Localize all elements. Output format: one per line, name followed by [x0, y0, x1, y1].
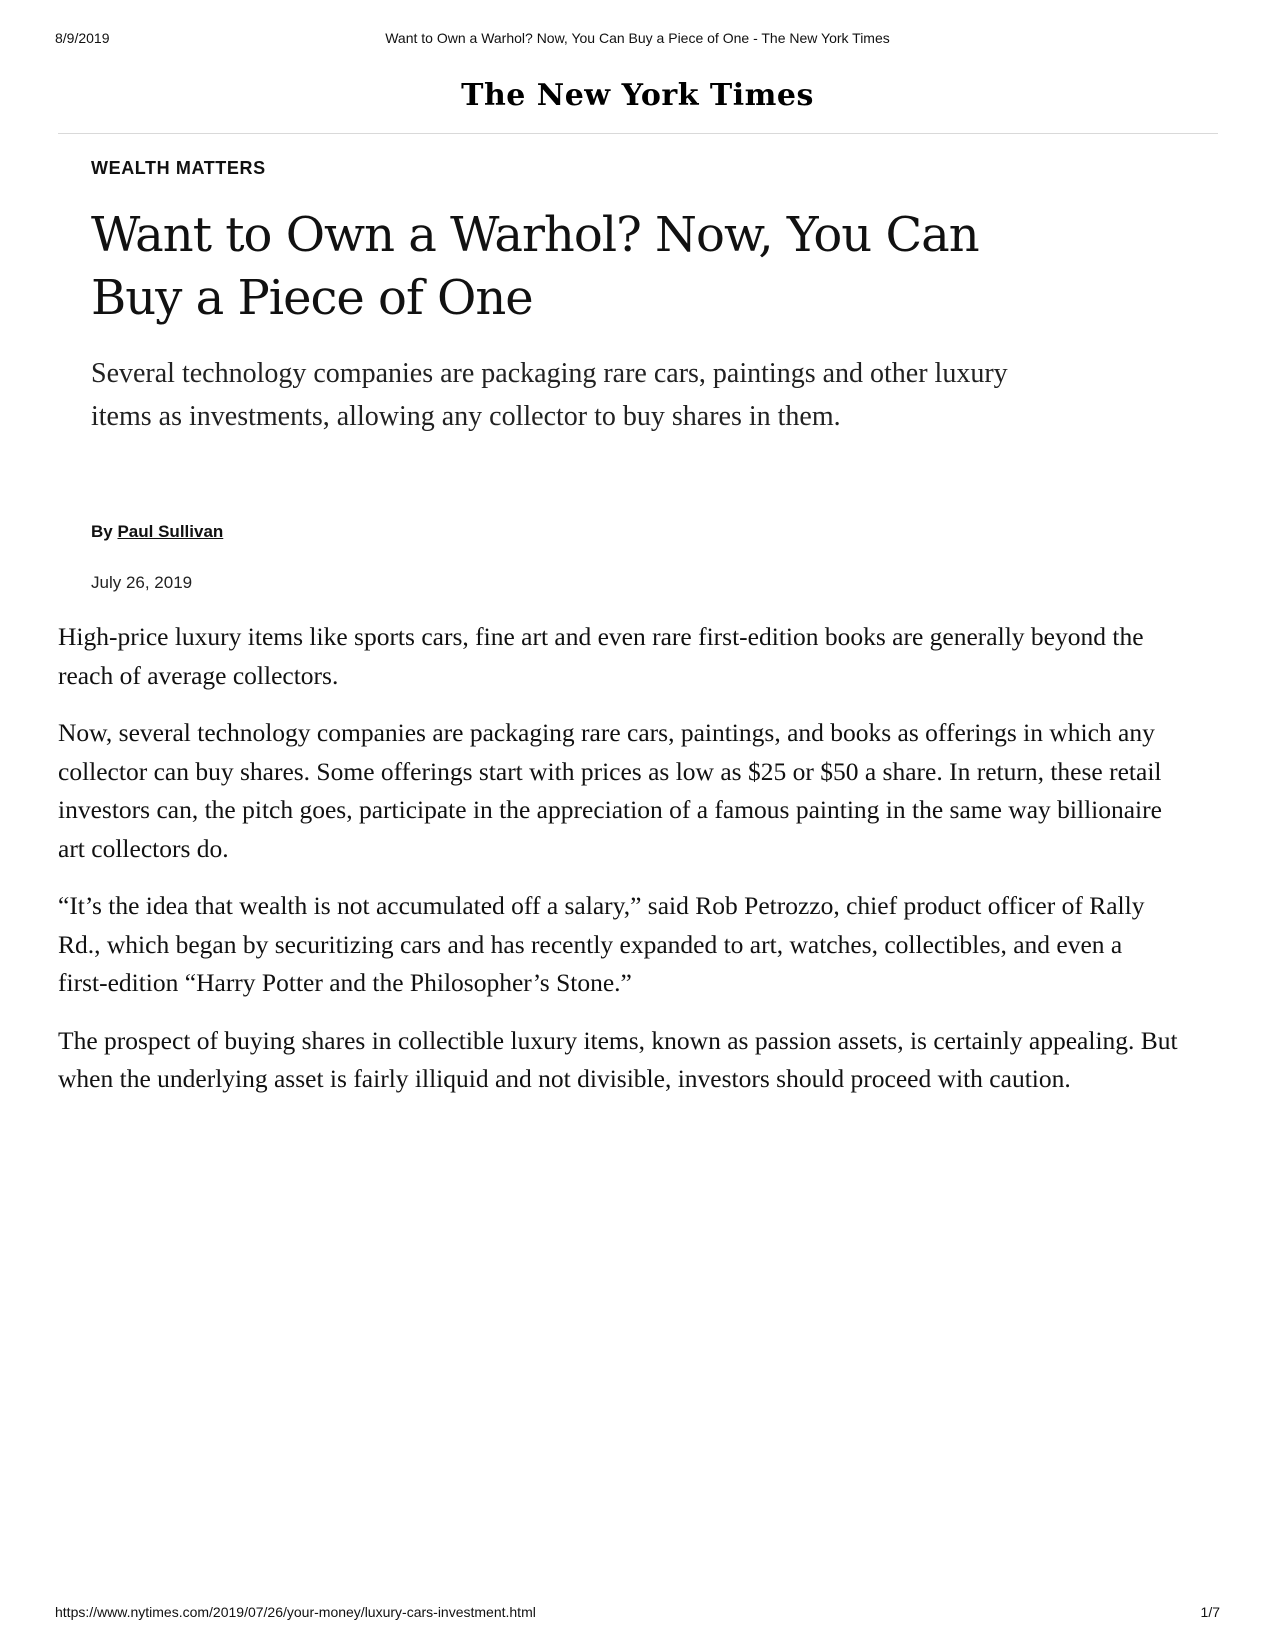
publication-date: July 26, 2019	[91, 573, 193, 592]
body-paragraph: “It’s the idea that wealth is not accumulated off a salary,” said Rob Petrozzo, chief product officer of Rally Rd., which began by securitizing cars and has recently expanded to art, watches, collectibles, and even a first-edition “Harry Potter and the Philosopher’s Stone.”	[58, 891, 1145, 997]
body-paragraph: High-price luxury items like sports cars, fine art and even rare first-edition books are generally beyond the reach of average collectors.	[58, 622, 1144, 690]
print-url: https://www.nytimes.com/2019/07/26/your-money/luxury-cars-investment.html	[55, 1604, 536, 1620]
headline-line-2: Buy a Piece of One	[91, 270, 533, 326]
masthead-logo[interactable]: The New York Times	[461, 78, 814, 113]
byline	[91, 522, 223, 542]
body-paragraph: Now, several technology companies are packaging rare cars, paintings, and books as offerings in which any collector can buy shares. Some offerings start with prices as low as $25 or $50 a share. In return, these retail investors can, the pitch goes, participate in the appreciation of a famous painting in the same way billionaire art collectors do.	[58, 718, 1162, 863]
print-footer	[55, 1604, 1220, 1624]
print-date: 8/9/2019	[55, 30, 110, 46]
masthead-divider	[58, 133, 1218, 134]
page-number: 1/7	[1200, 1604, 1220, 1620]
article-body	[58, 618, 1178, 1118]
headline-line-1: Want to Own a Warhol? Now, You Can	[91, 207, 979, 263]
byline-prefix: By	[91, 522, 113, 541]
print-document-title: Want to Own a Warhol? Now, You Can Buy a Piece of One - The New York Times	[385, 30, 890, 46]
print-header	[55, 30, 1220, 50]
article-summary: Several technology companies are packaging rare cars, paintings and other luxury items as investments, allowing any collector to buy shares in them.	[91, 358, 1008, 432]
article-headline	[91, 204, 991, 330]
body-paragraph: The prospect of buying shares in collectible luxury items, known as passion assets, is certainly appealing. But when the underlying asset is fairly illiquid and not divisible, investors should proceed with caution.	[58, 1025, 1178, 1093]
author-link[interactable]: Paul Sullivan	[117, 522, 224, 541]
section-kicker[interactable]: WEALTH MATTERS	[91, 158, 266, 178]
